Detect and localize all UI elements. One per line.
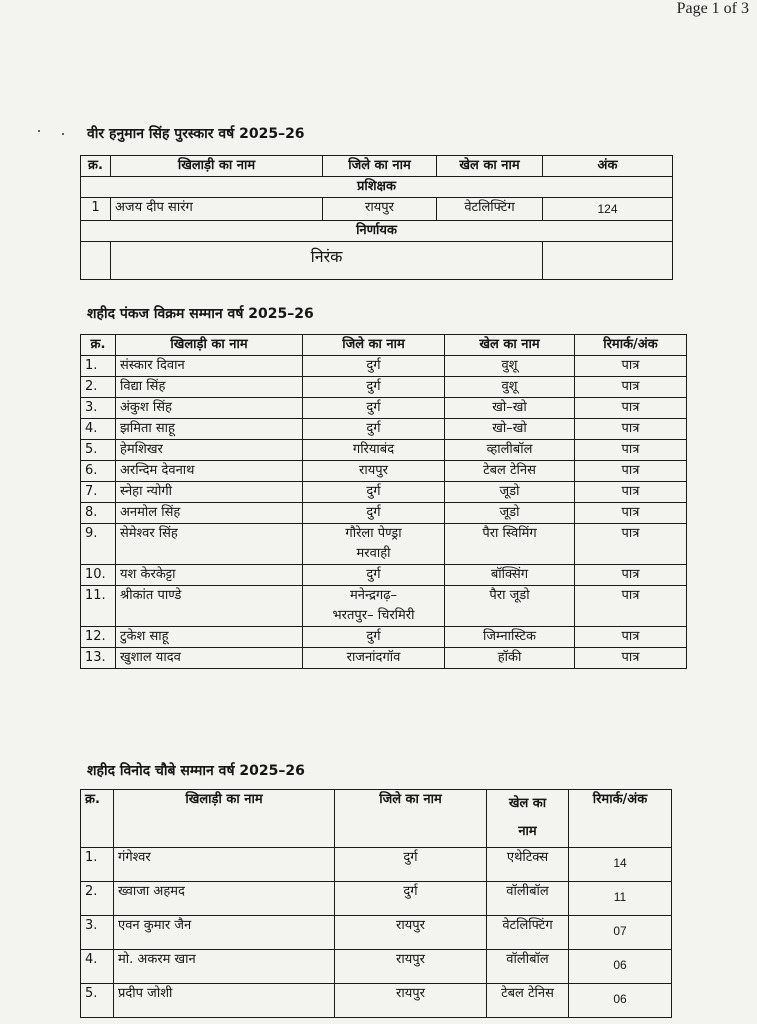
cell-sn: 13. xyxy=(81,648,116,669)
cell-remark: पात्र xyxy=(575,377,687,398)
cell-player-name: गंगेश्वर xyxy=(114,848,335,882)
cell-remark: पात्र xyxy=(575,398,687,419)
subheading-judge: निर्णायक xyxy=(81,221,673,242)
cell-remark: पात्र xyxy=(575,586,687,627)
cell-district: रायपुर xyxy=(323,198,437,221)
header-sn: क्र. xyxy=(81,790,114,848)
cell-player-name: टुकेश साहू xyxy=(116,627,303,648)
cell-remark: पात्र xyxy=(575,524,687,565)
cell-remark: पात्र xyxy=(575,482,687,503)
table-row xyxy=(81,419,687,440)
cell-sn: 1. xyxy=(81,848,114,882)
table-row xyxy=(81,356,687,377)
cell-sport: हॉकी xyxy=(445,648,575,669)
header-player-name: खिलाड़ी का नाम xyxy=(111,156,323,177)
table-row xyxy=(81,627,687,648)
cell-sport: पैरा जूडो xyxy=(445,586,575,627)
table-row xyxy=(81,377,687,398)
cell-player-name: यश केरकेट्टा xyxy=(116,565,303,586)
table-row xyxy=(81,198,673,221)
cell-player-name: हेमशिखर xyxy=(116,440,303,461)
cell-sport: टेबल टेनिस xyxy=(445,461,575,482)
cell-sn: 6. xyxy=(81,461,116,482)
cell-sport: वुशू xyxy=(445,356,575,377)
header-remark: रिमार्क/अंक xyxy=(575,335,687,356)
table-header-row xyxy=(81,156,673,177)
cell-sn: 1. xyxy=(81,356,116,377)
district-line: गौरेला पेण्ड्रा xyxy=(345,526,402,541)
cell-sn: 9. xyxy=(81,524,116,565)
table-row xyxy=(81,848,672,882)
cell-district: राजनांदगॉव xyxy=(303,648,445,669)
cell-sn: 12. xyxy=(81,627,116,648)
table-row xyxy=(81,461,687,482)
cell-district: गरियाबंद xyxy=(303,440,445,461)
cell-sn: 3. xyxy=(81,916,114,950)
cell-sn: 3. xyxy=(81,398,116,419)
cell-district xyxy=(303,524,445,565)
table-row xyxy=(81,242,673,280)
cell-sport: व्हालीबॉल xyxy=(445,440,575,461)
cell-player-name: खुशाल यादव xyxy=(116,648,303,669)
table-header-row xyxy=(81,790,672,848)
header-sport: खेल का नाम xyxy=(445,335,575,356)
cell-district: दुर्ग xyxy=(303,565,445,586)
cell-sport: जिम्नास्टिक xyxy=(445,627,575,648)
cell-district: दुर्ग xyxy=(303,377,445,398)
cell-district xyxy=(303,586,445,627)
header-sn: क्र. xyxy=(81,335,116,356)
cell-district: दुर्ग xyxy=(335,882,487,916)
cell-sn: 4. xyxy=(81,419,116,440)
cell-sport: एथेटिक्स xyxy=(487,848,569,882)
cell-sport: खो–खो xyxy=(445,419,575,440)
cell-district: दुर्ग xyxy=(303,503,445,524)
cell-district: दुर्ग xyxy=(303,398,445,419)
table-header-row xyxy=(81,335,687,356)
header-district: जिले का नाम xyxy=(335,790,487,848)
cell-remark: पात्र xyxy=(575,461,687,482)
cell-district: दुर्ग xyxy=(303,482,445,503)
cell-remark: पात्र xyxy=(575,440,687,461)
cell-player-name: प्रदीप जोशी xyxy=(114,984,335,1018)
cell-judge-value: निरंक xyxy=(111,242,543,280)
table-row xyxy=(81,950,672,984)
cell-sport: वॉलीबॉल xyxy=(487,882,569,916)
cell-sport: वॉलीबॉल xyxy=(487,950,569,984)
header-player-name: खिलाड़ी का नाम xyxy=(116,335,303,356)
cell-remark: पात्र xyxy=(575,419,687,440)
scan-speck xyxy=(62,133,64,135)
cell-district: दुर्ग xyxy=(335,848,487,882)
header-district: जिले का नाम xyxy=(323,156,437,177)
cell-sport: वुशू xyxy=(445,377,575,398)
cell-remark: पात्र xyxy=(575,648,687,669)
cell-player-name: श्रीकांत पाण्डे xyxy=(116,586,303,627)
cell-sn: 4. xyxy=(81,950,114,984)
cell-player-name: झमिता साहू xyxy=(116,419,303,440)
table-row xyxy=(81,916,672,950)
district-line: मनेन्द्रगढ़– xyxy=(349,588,398,603)
cell-district: दुर्ग xyxy=(303,356,445,377)
cell-sn: 1 xyxy=(81,198,111,221)
header-sn: क्र. xyxy=(81,156,111,177)
header-sport-line: नाम xyxy=(518,824,537,839)
table-vinod-choubey xyxy=(80,789,672,1018)
section-title-vinod-choubey: शहीद विनोद चौबे सम्मान वर्ष 2025–26 xyxy=(87,763,305,779)
header-sport xyxy=(487,790,569,848)
cell-remark: 06 xyxy=(569,950,672,984)
table-row xyxy=(81,565,687,586)
subheading-trainer: प्रशिक्षक xyxy=(81,177,673,198)
cell-player-name: मो. अकरम खान xyxy=(114,950,335,984)
cell-remark: 06 xyxy=(569,984,672,1018)
header-score: अंक xyxy=(543,156,673,177)
table-pankaj-vikram xyxy=(80,334,687,669)
cell-player-name: एवन कुमार जैन xyxy=(114,916,335,950)
cell-remark: पात्र xyxy=(575,565,687,586)
table-row xyxy=(81,482,687,503)
cell-sport: खो–खो xyxy=(445,398,575,419)
table-row xyxy=(81,398,687,419)
cell-remark: पात्र xyxy=(575,503,687,524)
cell-sn: 5. xyxy=(81,984,114,1018)
cell-player-name: विद्या सिंह xyxy=(116,377,303,398)
cell-district: दुर्ग xyxy=(303,627,445,648)
cell-remark: 11 xyxy=(569,882,672,916)
cell-sn: 10. xyxy=(81,565,116,586)
cell-district: रायपुर xyxy=(303,461,445,482)
cell-sn: 5. xyxy=(81,440,116,461)
cell-remark: पात्र xyxy=(575,627,687,648)
district-line: भरतपुर– चिरमिरी xyxy=(332,608,415,623)
table-veer-hanuman xyxy=(80,155,673,280)
cell-sport: पैरा स्विमिंग xyxy=(445,524,575,565)
cell-player-name: अनमोल सिंह xyxy=(116,503,303,524)
cell-sport: टेबल टेनिस xyxy=(487,984,569,1018)
cell-player-name: सेमेश्वर सिंह xyxy=(116,524,303,565)
cell-sn xyxy=(81,242,111,280)
cell-score xyxy=(543,242,673,280)
cell-sn: 7. xyxy=(81,482,116,503)
cell-sn: 2. xyxy=(81,882,114,916)
cell-remark: पात्र xyxy=(575,356,687,377)
table-row xyxy=(81,648,687,669)
cell-player-name: ख्वाजा अहमद xyxy=(114,882,335,916)
subheading-row xyxy=(81,177,673,198)
cell-player-name: अजय दीप सारंग xyxy=(111,198,323,221)
cell-sport: जूडो xyxy=(445,482,575,503)
header-remark: रिमार्क/अंक xyxy=(569,790,672,848)
table-row xyxy=(81,984,672,1018)
cell-player-name: स्नेहा न्योगी xyxy=(116,482,303,503)
table-row xyxy=(81,524,687,565)
page-number: Page 1 of 3 xyxy=(676,0,749,17)
table-row xyxy=(81,440,687,461)
cell-sn: 11. xyxy=(81,586,116,627)
cell-remark: 14 xyxy=(569,848,672,882)
cell-player-name: अरन्दिम देवनाथ xyxy=(116,461,303,482)
cell-district: रायपुर xyxy=(335,984,487,1018)
subheading-row xyxy=(81,221,673,242)
table-row xyxy=(81,882,672,916)
cell-remark: 07 xyxy=(569,916,672,950)
cell-sport: बॉक्सिंग xyxy=(445,565,575,586)
district-line: मरवाही xyxy=(356,546,391,561)
table-row xyxy=(81,503,687,524)
cell-sport: वेटलिफ्टिंग xyxy=(487,916,569,950)
cell-sn: 8. xyxy=(81,503,116,524)
section-title-pankaj-vikram: शहीद पंकज विक्रम सम्मान वर्ष 2025–26 xyxy=(87,306,314,322)
section-title-veer-hanuman: वीर हनुमान सिंह पुरस्कार वर्ष 2025–26 xyxy=(87,126,305,142)
cell-district: रायपुर xyxy=(335,950,487,984)
cell-player-name: अंकुश सिंह xyxy=(116,398,303,419)
cell-sport: वेटलिफ्टिंग xyxy=(437,198,543,221)
header-player-name: खिलाड़ी का नाम xyxy=(114,790,335,848)
cell-district: रायपुर xyxy=(335,916,487,950)
cell-sn: 2. xyxy=(81,377,116,398)
cell-district: दुर्ग xyxy=(303,419,445,440)
table-row xyxy=(81,586,687,627)
header-district: जिले का नाम xyxy=(303,335,445,356)
cell-sport: जूडो xyxy=(445,503,575,524)
scan-speck xyxy=(38,130,40,132)
cell-player-name: संस्कार दिवान xyxy=(116,356,303,377)
header-sport-line: खेल का xyxy=(508,796,547,811)
header-sport: खेल का नाम xyxy=(437,156,543,177)
cell-score: 124 xyxy=(543,198,673,221)
